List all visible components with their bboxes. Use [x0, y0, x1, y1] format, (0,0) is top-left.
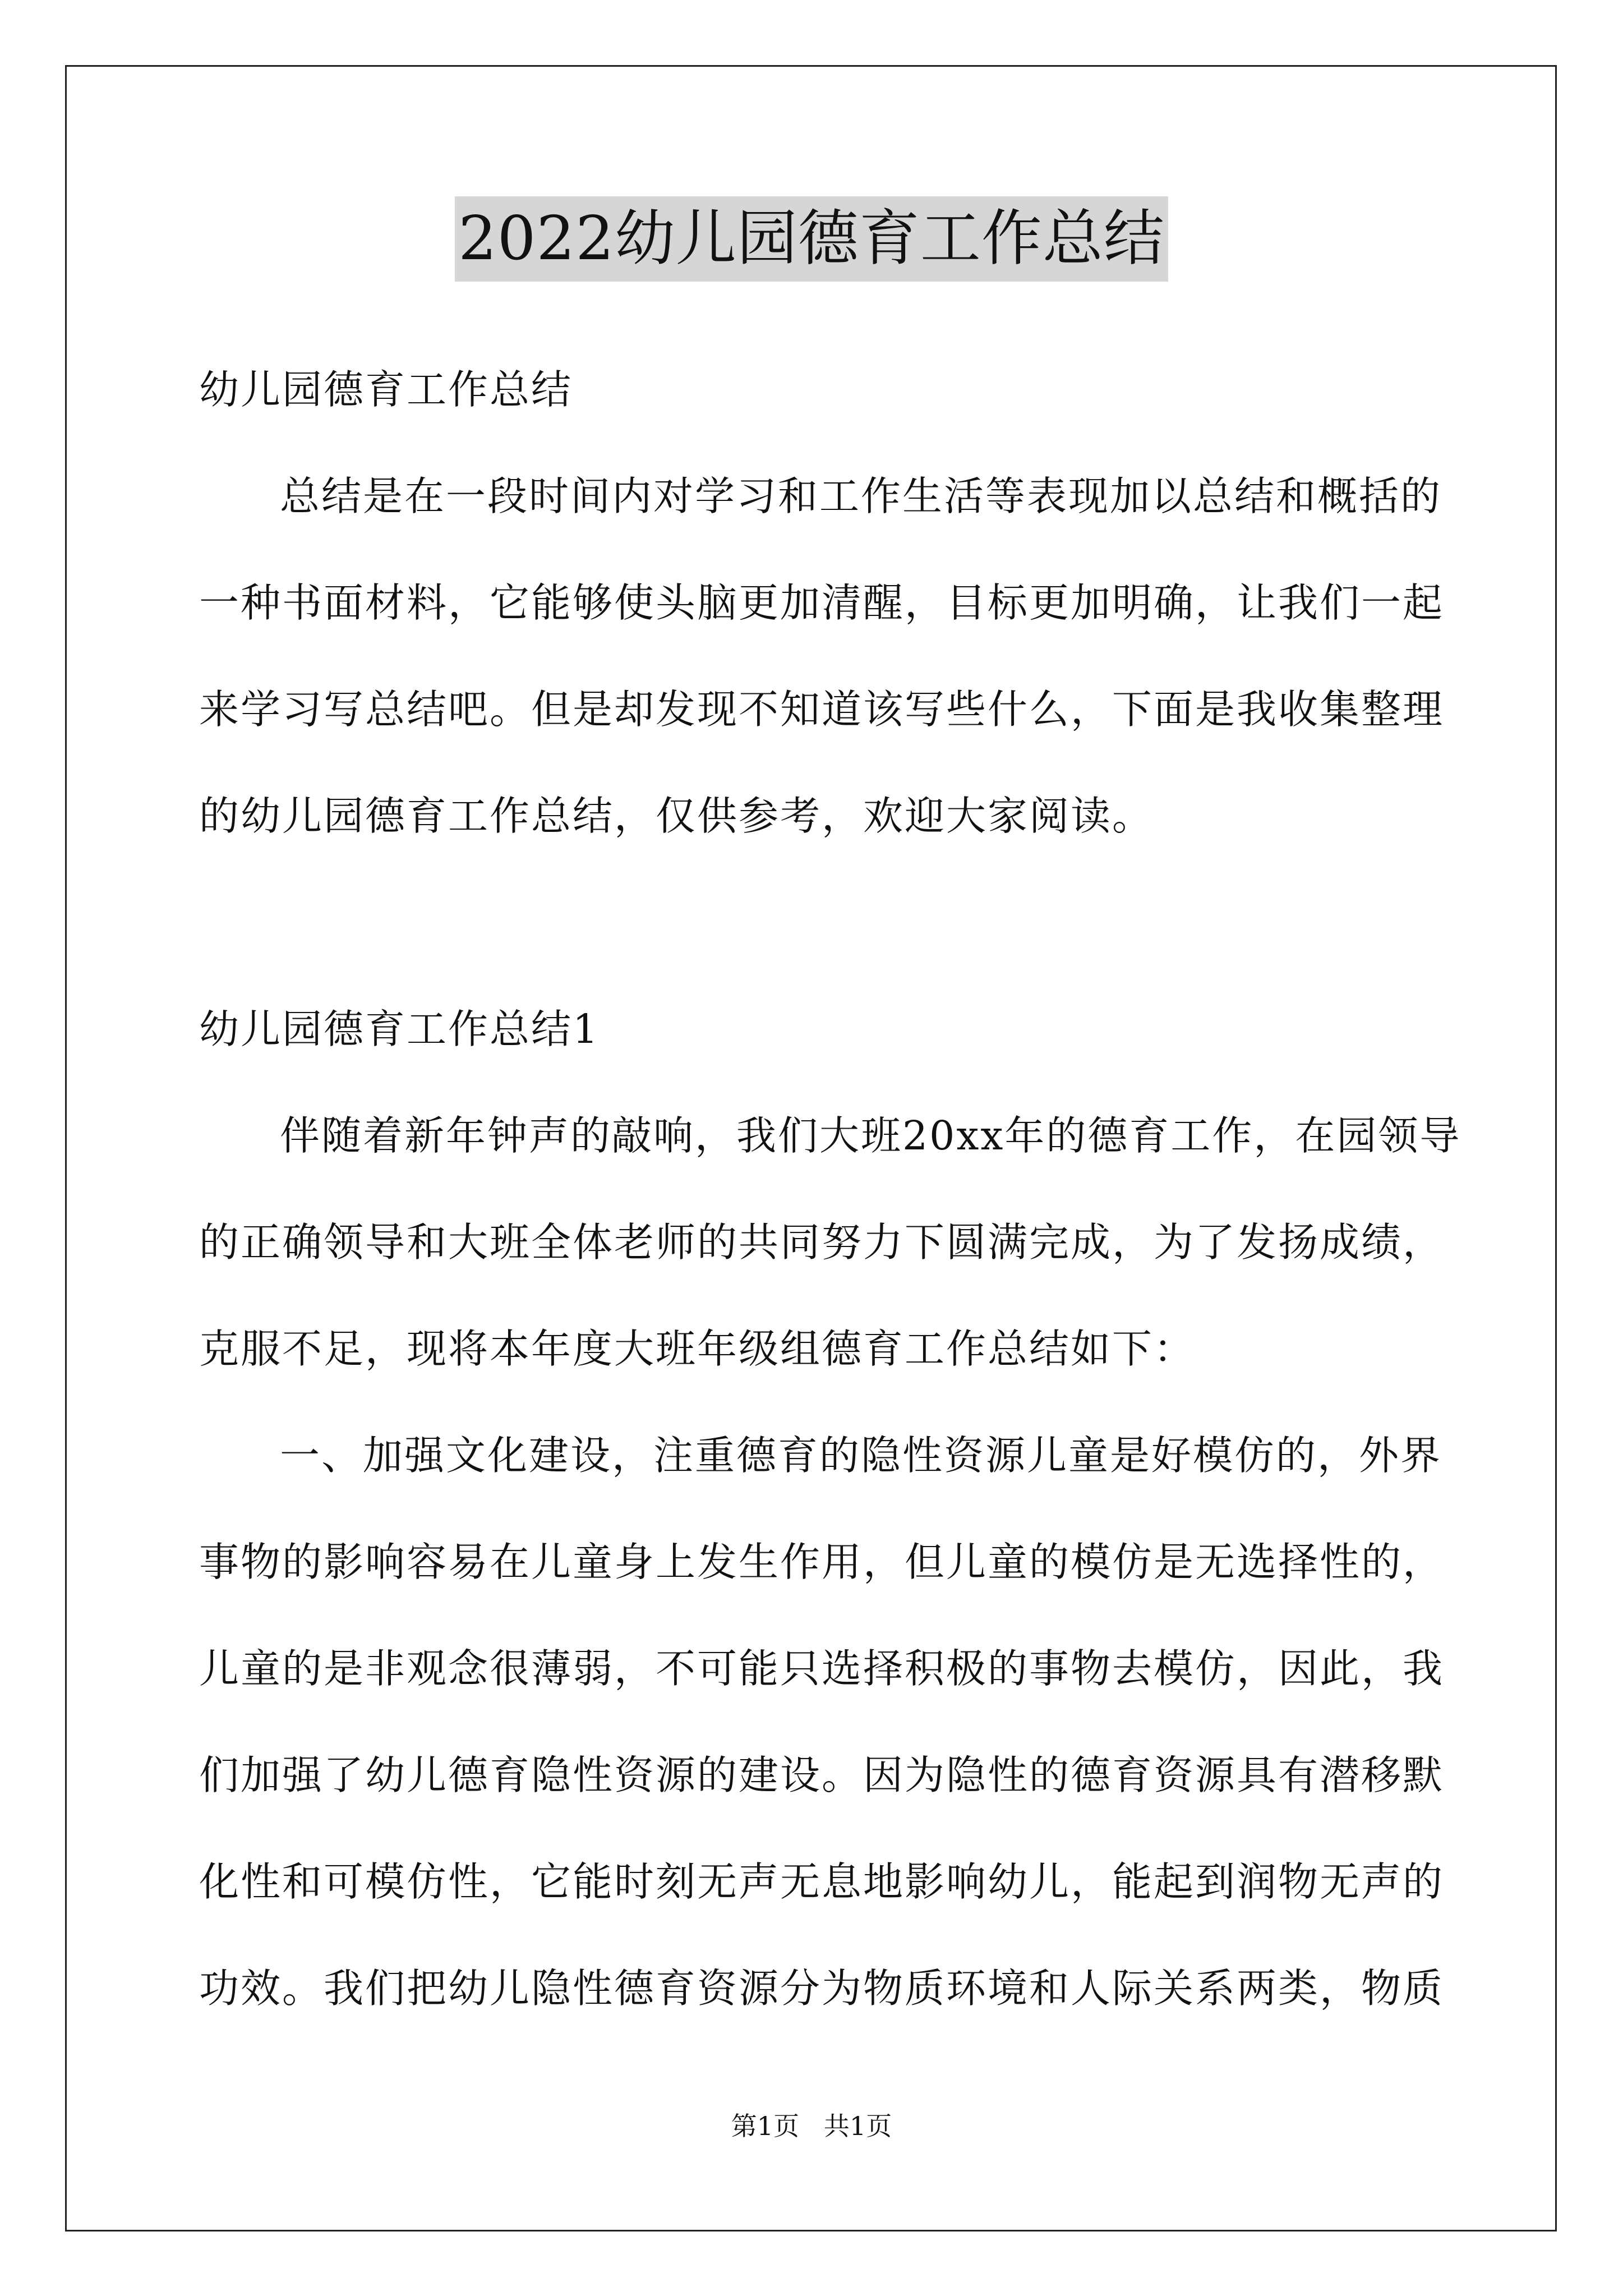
paragraph-line[interactable]: 一、加强文化建设，注重德育的隐性资源儿童是好模仿的，外界 [280, 1432, 1442, 1479]
page-number-footer: 第1页 共1页 [731, 2111, 892, 2141]
paragraph-line[interactable]: 功效。我们把幼儿隐性德育资源分为物质环境和人际关系两类，物质 [199, 1965, 1445, 2012]
paragraph-line[interactable]: 事物的影响容易在儿童身上发生作用，但儿童的模仿是无选择性的， [199, 1539, 1445, 1585]
subtitle[interactable]: 幼儿园德育工作总结 [199, 366, 573, 413]
section-heading[interactable]: 幼儿园德育工作总结1 [199, 1006, 600, 1052]
intro-line[interactable]: 的幼儿园德育工作总结，仅供参考，欢迎大家阅读。 [199, 793, 1154, 839]
paragraph-line[interactable]: 克服不足，现将本年度大班年级组德育工作总结如下： [199, 1326, 1196, 1372]
intro-line[interactable]: 总结是在一段时间内对学习和工作生活等表现加以总结和概括的 [280, 473, 1442, 519]
paragraph-gap [199, 869, 1430, 976]
paragraph-line[interactable]: 儿童的是非观念很薄弱，不可能只选择积极的事物去模仿，因此，我 [199, 1645, 1445, 1692]
title-area [0, 196, 1623, 282]
document-body [199, 337, 1461, 2042]
document-title[interactable]: 2022幼儿园德育工作总结 [455, 196, 1168, 282]
intro-line[interactable]: 来学习写总结吧。但是却发现不知道该写些什么，下面是我收集整理 [199, 686, 1445, 733]
paragraph-line[interactable]: 伴随着新年钟声的敲响，我们大班20xx年的德育工作，在园领导 [280, 1112, 1461, 1159]
intro-line[interactable]: 一种书面材料，它能够使头脑更加清醒，目标更加明确，让我们一起 [199, 579, 1445, 626]
paragraph-line[interactable]: 们加强了幼儿德育隐性资源的建设。因为隐性的德育资源具有潜移默 [199, 1752, 1445, 1798]
paragraph-line[interactable]: 的正确领导和大班全体老师的共同努力下圆满完成，为了发扬成绩， [199, 1219, 1445, 1266]
paragraph-line[interactable]: 化性和可模仿性，它能时刻无声无息地影响幼儿，能起到润物无声的 [199, 1858, 1445, 1905]
